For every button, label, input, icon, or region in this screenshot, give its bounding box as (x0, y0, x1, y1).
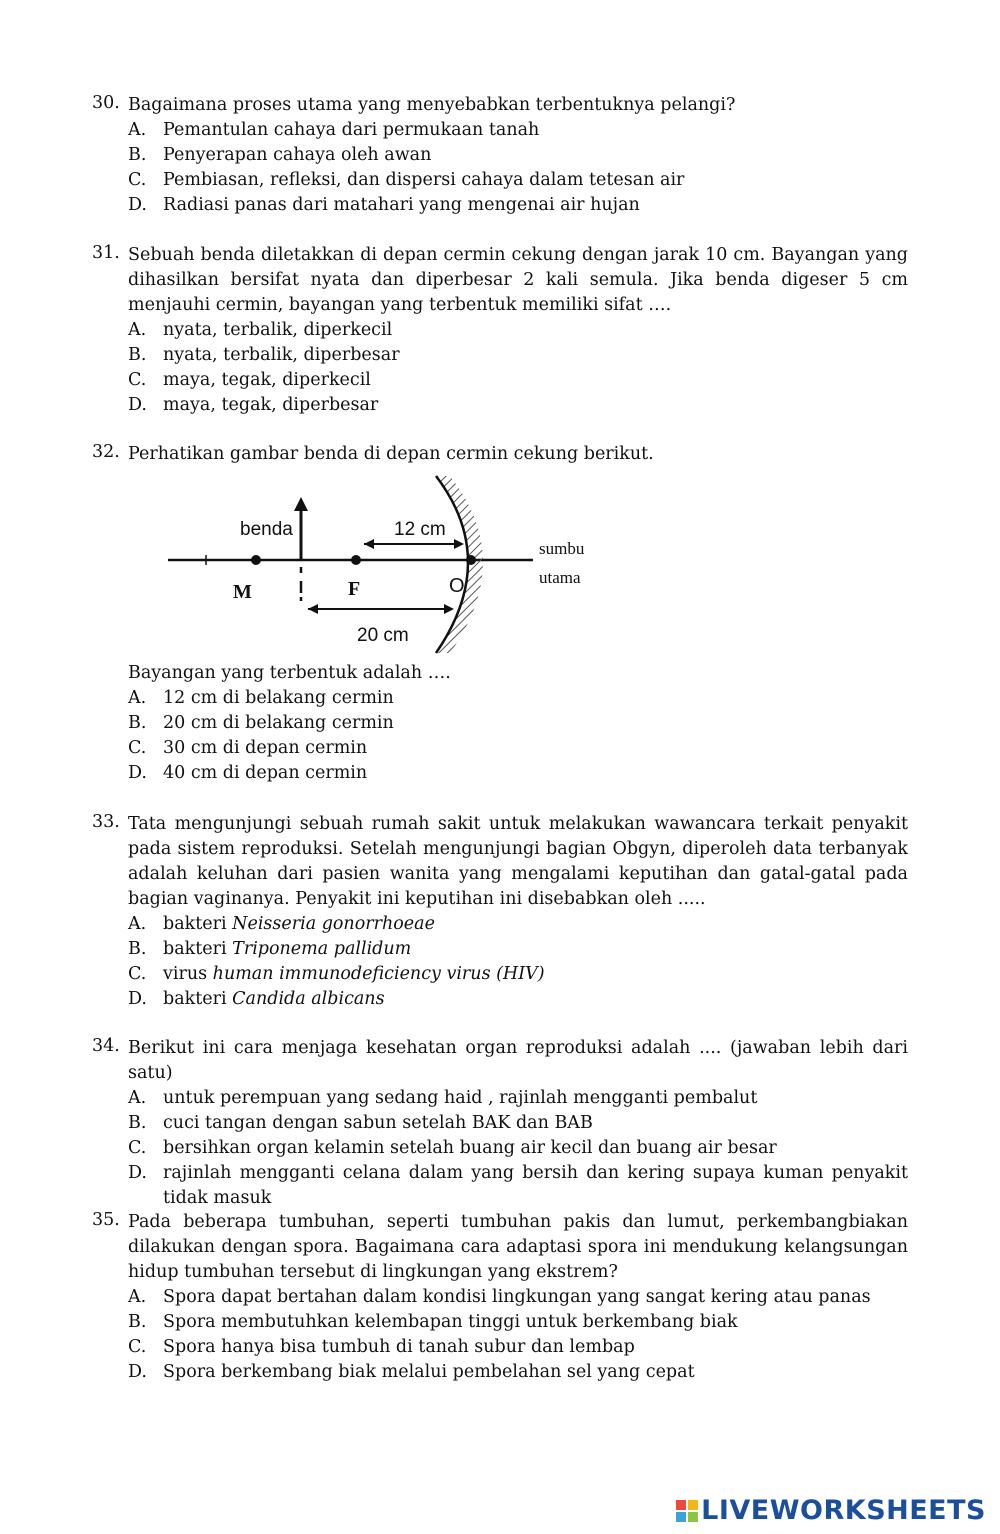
option-letter: B. (128, 939, 147, 959)
mirror-hatching (436, 476, 483, 653)
question-30 (92, 93, 908, 218)
option-a[interactable] (128, 686, 908, 711)
option-b[interactable] (128, 711, 908, 736)
label-12cm: 12 cm (394, 519, 446, 540)
options-list (128, 912, 908, 1012)
option-text: Spora dapat bertahan dalam kondisi lingkungan yang sangat kering atau panas (163, 1287, 871, 1307)
label-m: M (233, 581, 252, 603)
logo-icon (676, 1500, 698, 1522)
option-letter: C. (128, 370, 147, 390)
options-list (128, 1285, 908, 1385)
option-c[interactable] (128, 736, 908, 761)
option-d[interactable] (128, 193, 908, 218)
option-a[interactable] (128, 1285, 908, 1310)
option-a[interactable] (128, 118, 908, 143)
option-prefix: bakteri (163, 939, 233, 959)
option-c[interactable] (128, 1136, 908, 1161)
question-number: 32. (92, 442, 120, 462)
option-text: Penyerapan cahaya oleh awan (163, 145, 432, 165)
option-text (163, 987, 908, 1012)
option-b[interactable] (128, 343, 908, 368)
options-list (128, 1086, 908, 1211)
logo-square (676, 1500, 686, 1510)
option-species: Neisseria gonorrhoeae (232, 914, 435, 934)
label-20cm: 20 cm (357, 625, 409, 646)
option-text: rajinlah mengganti celana dalam yang bersih dan kering supaya kuman penyakit tidak masuk (163, 1163, 908, 1208)
option-letter: C. (128, 964, 147, 984)
option-b[interactable] (128, 143, 908, 168)
option-letter: C. (128, 1138, 147, 1158)
option-d[interactable] (128, 1360, 908, 1385)
option-letter: A. (128, 914, 147, 934)
option-a[interactable] (128, 318, 908, 343)
question-35 (92, 1210, 908, 1385)
arrow-head (444, 604, 454, 614)
option-text: nyata, terbalik, diperkecil (163, 320, 393, 340)
option-text: Pembiasan, refleksi, dan dispersi cahaya dalam tetesan air (163, 170, 685, 190)
arrow-head (308, 604, 318, 614)
label-f: F (348, 578, 361, 600)
question-32 (92, 442, 908, 786)
option-prefix: bakteri (163, 914, 233, 934)
option-text (163, 912, 908, 937)
option-species: Candida albicans (232, 989, 385, 1009)
brand-name: LIVEWORKSHEETS (701, 1495, 986, 1526)
option-text: 40 cm di depan cermin (163, 763, 368, 783)
concave-mirror-diagram (128, 471, 588, 661)
arrow-head (454, 539, 464, 549)
question-stem: Perhatikan gambar benda di depan cermin cekung berikut. (128, 444, 654, 464)
option-letter: C. (128, 738, 147, 758)
question-34 (92, 1036, 908, 1211)
option-letter: D. (128, 989, 147, 1009)
option-text: nyata, terbalik, diperbesar (163, 345, 400, 365)
option-text: 30 cm di depan cermin (163, 738, 368, 758)
question-number: 34. (92, 1036, 120, 1056)
option-text (163, 962, 908, 987)
object-arrow-head (294, 497, 308, 511)
option-text: maya, tegak, diperkecil (163, 370, 371, 390)
label-benda: benda (240, 519, 293, 540)
option-d[interactable] (128, 1161, 908, 1211)
question-stem: Sebuah benda diletakkan di depan cermin cekung dengan jarak 10 cm. Bayangan yang dihasilkan bersifat nyata dan diperbesar 2 kali semula. Jika benda digeser 5 cm menjauhi cermin, bayangan yang terbentuk memiliki sifat …. (128, 245, 908, 315)
label-sumbu: sumbu (539, 539, 585, 558)
option-c[interactable] (128, 168, 908, 193)
option-letter: D. (128, 1362, 147, 1382)
question-31 (92, 243, 908, 418)
question-stem: Pada beberapa tumbuhan, seperti tumbuhan pakis dan lumut, perkembangbiakan dilakukan dengan spora. Bagaimana cara adaptasi spora ini mendukung kelangsungan hidup tumbuhan tersebut di lingkungan yang ekstrem? (128, 1212, 908, 1282)
option-a[interactable] (128, 912, 908, 937)
option-text: Spora berkembang biak melalui pembelahan sel yang cepat (163, 1362, 695, 1382)
option-b[interactable] (128, 1111, 908, 1136)
point-m (251, 555, 261, 565)
option-letter: A. (128, 1088, 147, 1108)
option-b[interactable] (128, 937, 908, 962)
option-text: maya, tegak, diperbesar (163, 395, 379, 415)
question-stem: Tata mengunjungi sebuah rumah sakit untuk melakukan wawancara terkait penyakit pada sistem reproduksi. Setelah mengunjungi bagian Obgyn, diperoleh data terbanyak adalah keluhan dari pasien wanita yang mengalami keputihan dan gatal-gatal pada bagian vaginanya. Penyakit ini keputihan ini disebabkan oleh ..... (128, 814, 908, 909)
question-stem: Berikut ini cara menjaga kesehatan organ reproduksi adalah .... (jawaban lebih dari satu) (128, 1038, 908, 1083)
question-stem: Bagaimana proses utama yang menyebabkan terbentuknya pelangi? (128, 95, 736, 115)
option-d[interactable] (128, 761, 908, 786)
logo-square (676, 1512, 686, 1522)
option-letter: D. (128, 1163, 147, 1183)
logo-square (688, 1500, 698, 1510)
option-d[interactable] (128, 393, 908, 418)
option-letter: B. (128, 145, 147, 165)
option-c[interactable] (128, 962, 908, 987)
option-letter: A. (128, 688, 147, 708)
option-letter: C. (128, 1337, 147, 1357)
option-text: 20 cm di belakang cermin (163, 713, 394, 733)
option-text: Spora hanya bisa tumbuh di tanah subur dan lembap (163, 1337, 635, 1357)
option-species: Triponema pallidum (232, 939, 412, 959)
question-number: 35. (92, 1210, 120, 1230)
option-letter: B. (128, 1113, 147, 1133)
question-number: 30. (92, 93, 120, 113)
question-number: 33. (92, 812, 120, 832)
question-caption: Bayangan yang terbentuk adalah …. (128, 663, 451, 683)
option-a[interactable] (128, 1086, 908, 1111)
liveworksheets-logo[interactable] (676, 1495, 986, 1526)
option-d[interactable] (128, 987, 908, 1012)
option-text: cuci tangan dengan sabun setelah BAK dan BAB (163, 1113, 593, 1133)
option-c[interactable] (128, 1335, 908, 1360)
option-b[interactable] (128, 1310, 908, 1335)
option-text: 12 cm di belakang cermin (163, 688, 394, 708)
label-utama: utama (539, 568, 581, 587)
label-o: O (449, 575, 465, 597)
point-f (351, 555, 361, 565)
option-prefix: bakteri (163, 989, 233, 1009)
option-text: bersihkan organ kelamin setelah buang air kecil dan buang air besar (163, 1138, 777, 1158)
option-text: untuk perempuan yang sedang haid , rajinlah mengganti pembalut (163, 1088, 758, 1108)
option-letter: D. (128, 395, 147, 415)
question-number: 31. (92, 243, 120, 263)
option-letter: B. (128, 713, 147, 733)
option-letter: A. (128, 1287, 147, 1307)
options-list (128, 118, 908, 218)
option-species: human immunodeficiency virus (HIV) (212, 964, 545, 984)
option-letter: D. (128, 195, 147, 215)
option-letter: A. (128, 320, 147, 340)
option-text: Spora membutuhkan kelembapan tinggi untuk berkembang biak (163, 1312, 738, 1332)
option-letter: C. (128, 170, 147, 190)
options-list (128, 686, 908, 786)
point-o (466, 555, 476, 565)
option-letter: A. (128, 120, 147, 140)
options-list (128, 318, 908, 418)
option-text: Pemantulan cahaya dari permukaan tanah (163, 120, 540, 140)
option-letter: B. (128, 345, 147, 365)
option-text (163, 937, 908, 962)
diagram-svg (128, 471, 588, 661)
option-text: Radiasi panas dari matahari yang mengenai air hujan (163, 195, 640, 215)
option-prefix: virus (163, 964, 213, 984)
arrow-head (364, 539, 374, 549)
logo-square (688, 1512, 698, 1522)
option-letter: B. (128, 1312, 147, 1332)
question-33 (92, 812, 908, 1012)
option-letter: D. (128, 763, 147, 783)
option-c[interactable] (128, 368, 908, 393)
